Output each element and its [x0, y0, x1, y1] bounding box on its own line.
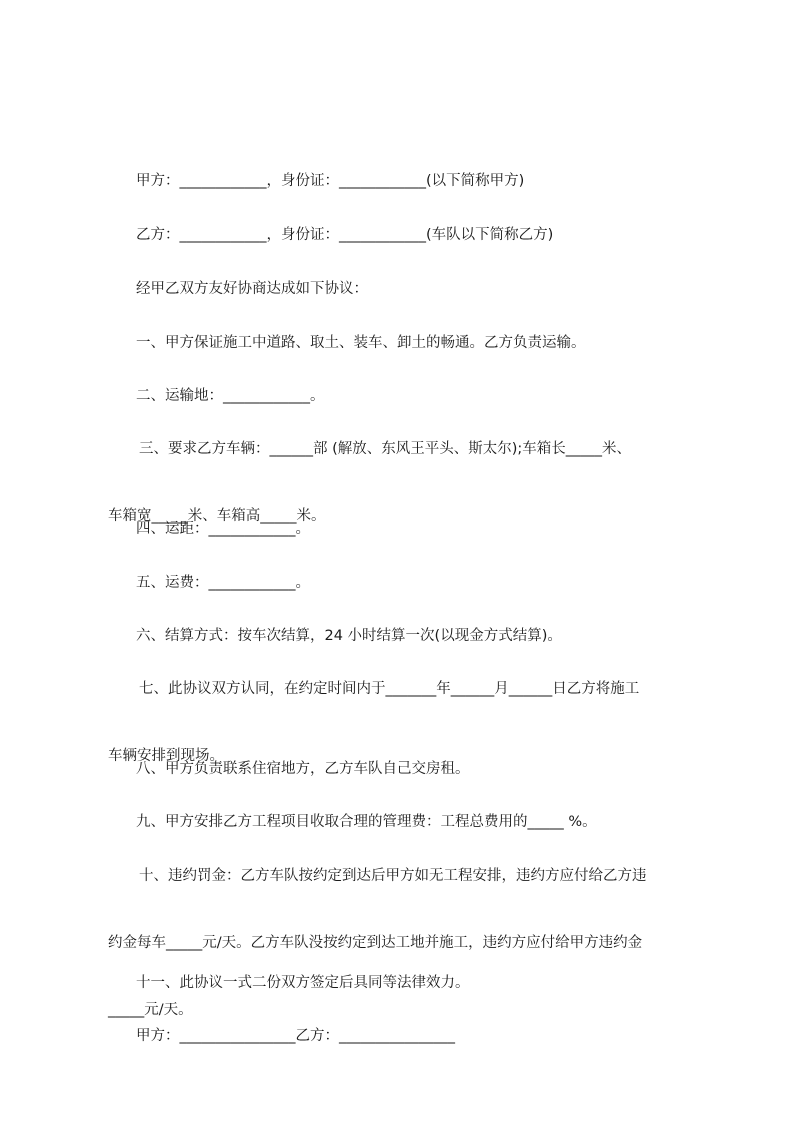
- clause-2-text: 二、运输地：____________。: [136, 388, 325, 404]
- clause-3-line-1: 三、要求乙方车辆：______部 (解放、东风王平头、斯太尔);车箱长_____米、: [139, 441, 632, 457]
- clause-4-text: 四、运距：____________。: [136, 521, 310, 537]
- clause-7-line-2: 车辆安排到现场。: [108, 748, 224, 764]
- clause-6-text: 六、结算方式：按车次结算，24 小时结算一次(以现金方式结算)。: [136, 628, 562, 644]
- clause-10-line-3: _____元/天。: [108, 1002, 193, 1018]
- signature-text: 甲方：________________乙方：________________: [136, 1028, 455, 1044]
- clause-5-text: 五、运费：____________。: [136, 575, 310, 591]
- clause-8-text: 八、甲方负责联系住宿地方，乙方车队自己交房租。: [136, 761, 470, 777]
- clause-9-text: 九、甲方安排乙方工程项目收取合理的管理费：工程总费用的_____ %。: [136, 814, 597, 830]
- clause-11-text: 十一、此协议一式二份双方签定后具同等法律效力。: [136, 975, 470, 991]
- signature-line: [136, 986, 455, 1086]
- party-a-text: 甲方：____________，身份证：____________(以下简称甲方): [136, 173, 525, 189]
- party-b-text: 乙方：____________，身份证：____________(车队以下简称乙方): [136, 227, 554, 243]
- clause-10-line-1: 十、违约罚金：乙方车队按约定到达后甲方如无工程安排，违约方应付给乙方违: [139, 868, 647, 884]
- clause-3-line-2: 车箱宽_____米、车箱高_____米。: [108, 508, 326, 524]
- clause-10-line-2: 约金每车_____元/天。乙方车队没按约定到达工地并施工，违约方应付给甲方违约金: [108, 935, 643, 951]
- intro-text: 经甲乙双方友好协商达成如下协议：: [136, 281, 368, 297]
- clause-7-line-1: 七、此协议双方认同，在约定时间内于_______年______月______日乙方将施工: [139, 681, 640, 697]
- clause-1-text: 一、甲方保证施工中道路、取土、装车、卸土的畅通。乙方负责运输。: [136, 335, 586, 351]
